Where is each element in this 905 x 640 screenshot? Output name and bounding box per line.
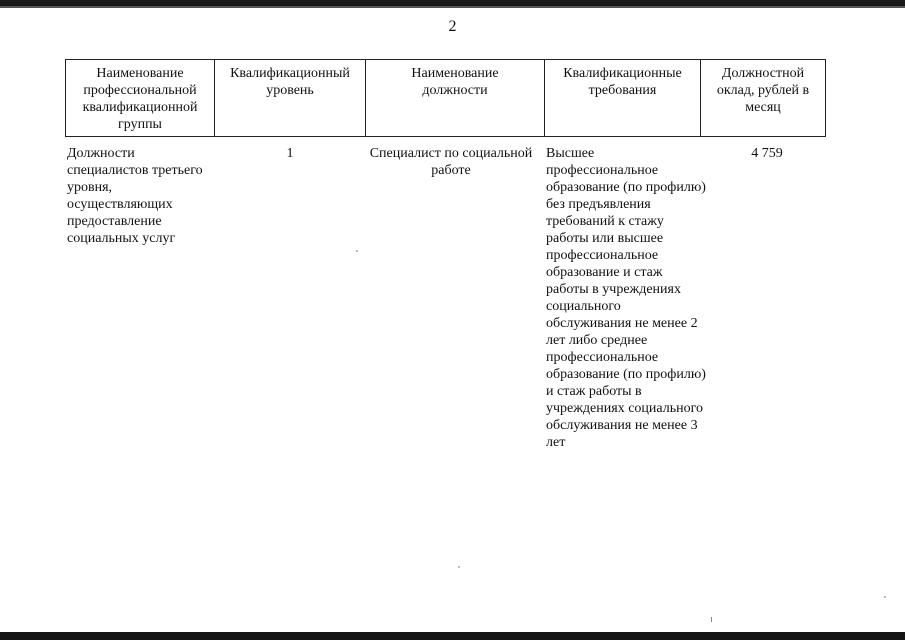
- scan-speck: [884, 596, 886, 598]
- cell-position: Специалист по социальной работе: [369, 146, 533, 178]
- header-cell-position: [365, 59, 544, 137]
- scan-speck: [711, 617, 712, 622]
- header-group-label: Наименование профессиональной квалификационной группы: [82, 66, 198, 132]
- cell-group: Должности специалистов третьего уровня, осуществляющих предоставление социальных услуг: [67, 146, 203, 246]
- page-number: 2: [448, 18, 457, 35]
- header-requirements-label: Квалификационные требования: [563, 66, 682, 98]
- top-border-shadow: [0, 6, 905, 8]
- header-salary-label: Должностной оклад, рублей в месяц: [716, 66, 810, 115]
- header-cell-requirements: [544, 59, 700, 137]
- scan-speck: [356, 250, 358, 252]
- cell-level: 1: [286, 146, 294, 161]
- header-position-label: Наименование должности: [411, 66, 499, 98]
- header-cell-salary: [700, 59, 826, 137]
- header-cell-group: [65, 59, 214, 137]
- cell-salary: 4 759: [751, 146, 783, 161]
- header-level-label: Квалификационный уровень: [230, 66, 350, 98]
- bottom-border: [0, 632, 905, 640]
- cell-requirements: Высшее профессиональное образование (по профилю) без предъявления требований к стажу работы или высшее профессиональное образование и стаж работы в учреждениях социального обслуживания не менее 2 лет либо среднее профессиональное образование (по профилю) и стаж работы в учреждениях социального обслуживания не менее 3 лет: [546, 146, 706, 450]
- scan-speck: [458, 566, 460, 568]
- header-cell-level: [214, 59, 365, 137]
